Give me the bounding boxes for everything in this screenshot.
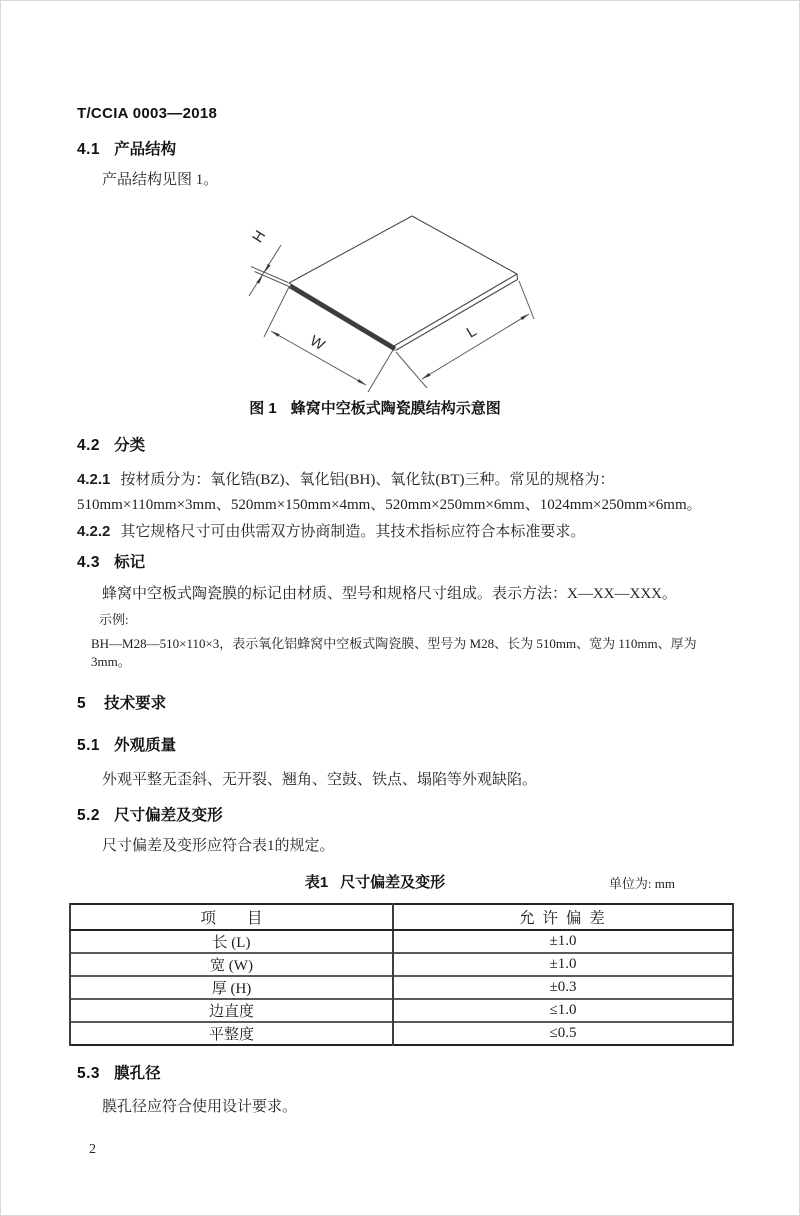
heading-number: 4.1 [77,141,101,158]
heading-4-2 [77,435,731,456]
table-row [70,930,733,953]
heading-number: 5.1 [77,737,101,754]
heading-5-2 [77,805,731,826]
example-label: 示例: [99,612,129,627]
table-title-text: 尺寸偏差及变形 [340,874,446,891]
table-row [70,1022,733,1045]
heading-title: 尺寸偏差及变形 [114,807,223,824]
l-extension-left [396,352,427,388]
heading-title: 外观质量 [114,737,177,754]
paragraph-4-1: 产品结构见图 1。 [102,172,219,188]
plate-dark-edge [290,286,395,349]
plate-corner-edge [517,274,518,280]
table-row [70,953,733,976]
paragraph-5-2: 尺寸偏差及变形应符合表1的规定。 [102,838,335,854]
figure-1 [69,195,731,395]
cell-item: 宽 (W) [70,953,393,976]
cell-item: 厚 (H) [70,976,393,999]
paragraph-4-2-2 [77,519,731,545]
h-arrow-lower [256,275,262,284]
heading-title: 分类 [114,437,146,454]
paragraph-number: 4.2.1 [77,471,111,488]
heading-number: 5.3 [77,1065,101,1082]
heading-title: 膜孔径 [114,1065,161,1082]
cell-deviation: ≤1.0 [393,999,733,1022]
table-row [70,999,733,1022]
page-number: 2 [89,1142,96,1157]
paragraph-5-1: 外观平整无歪斜、无开裂、翘角、空鼓、铁点、塌陷等外观缺陷。 [102,772,538,788]
paragraph-5-3: 膜孔径应符合使用设计要求。 [102,1099,298,1115]
table-1 [69,903,734,1046]
heading-5 [77,693,731,714]
l-arrow-left [422,373,431,379]
cell-deviation: ≤0.5 [393,1022,733,1045]
heading-title: 技术要求 [104,695,167,712]
table-label: 表1 [304,874,329,891]
figure-1-diagram [220,195,580,395]
heading-4-3 [77,552,731,573]
paragraph-text: 其它规格尺寸可由供需双方协商制造。其技术指标应符合本标准要求。 [120,524,586,540]
l-arrow-right [521,314,530,320]
standard-number: T/CCIA 0003—2018 [77,105,218,122]
plate-top-face [289,216,517,346]
w-extension-left [264,287,289,337]
table-row [70,976,733,999]
l-dimension-line [422,314,529,379]
table-header-row [70,904,733,930]
dim-label-w: W [306,332,328,355]
heading-5-3 [77,1063,731,1084]
w-arrow-left [271,331,280,337]
col-header-item: 项 目 [70,904,393,930]
figure-label: 图 1 [249,400,277,417]
cell-item: 平整度 [70,1022,393,1045]
h-arrow-upper [264,264,270,273]
paragraph-4-3: 蜂窝中空板式陶瓷膜的标记由材质、型号和规格尺寸组成。表示方法：X—XX—XXX。 [102,586,677,602]
paragraph-4-2-1 [77,467,731,518]
heading-title: 标记 [114,554,146,571]
l-extension-right [519,281,534,319]
heading-5-1 [77,735,731,756]
cell-deviation: ±0.3 [393,976,733,999]
cell-item: 边直度 [70,999,393,1022]
table-1-title-row [69,872,731,893]
col-header-deviation: 允 许 偏 差 [393,904,733,930]
table-1-title [44,872,706,893]
example-text: BH—M28—510×110×3，表示氧化铝蜂窝中空板式陶瓷膜、型号为 M28、长为 510mm、宽为 110mm、厚为 3mm。 [91,636,697,669]
cell-item: 长 (L) [70,930,393,953]
figure-caption-text: 蜂窝中空板式陶瓷膜结构示意图 [290,400,501,417]
plate-bottom-edge [396,280,518,351]
heading-number: 5.2 [77,807,101,824]
paragraph-number: 4.2.2 [77,523,111,540]
dim-label-h: H [249,227,270,246]
w-arrow-right [357,379,366,385]
cell-deviation: ±1.0 [393,930,733,953]
figure-1-caption [44,398,706,419]
h-dimension-line [249,245,281,296]
heading-number: 5 [77,695,87,712]
h-extension-top [251,267,288,283]
cell-deviation: ±1.0 [393,953,733,976]
table-unit-note: 单位为: mm [608,876,675,891]
paragraph-text: 按材质分为：氧化锆(BZ)、氧化铝(BH)、氧化钛(BT)三种。常见的规格为：510mm×110mm×3mm、520mm×150mm×4mm、520mm×250mm×6mm、1024mm×250mm×6mm。 [77,472,702,513]
dim-label-l: L [463,322,480,342]
heading-number: 4.2 [77,437,101,454]
w-extension-right [368,350,393,392]
heading-number: 4.3 [77,554,101,571]
heading-title: 产品结构 [114,141,177,158]
heading-4-1 [77,139,731,160]
